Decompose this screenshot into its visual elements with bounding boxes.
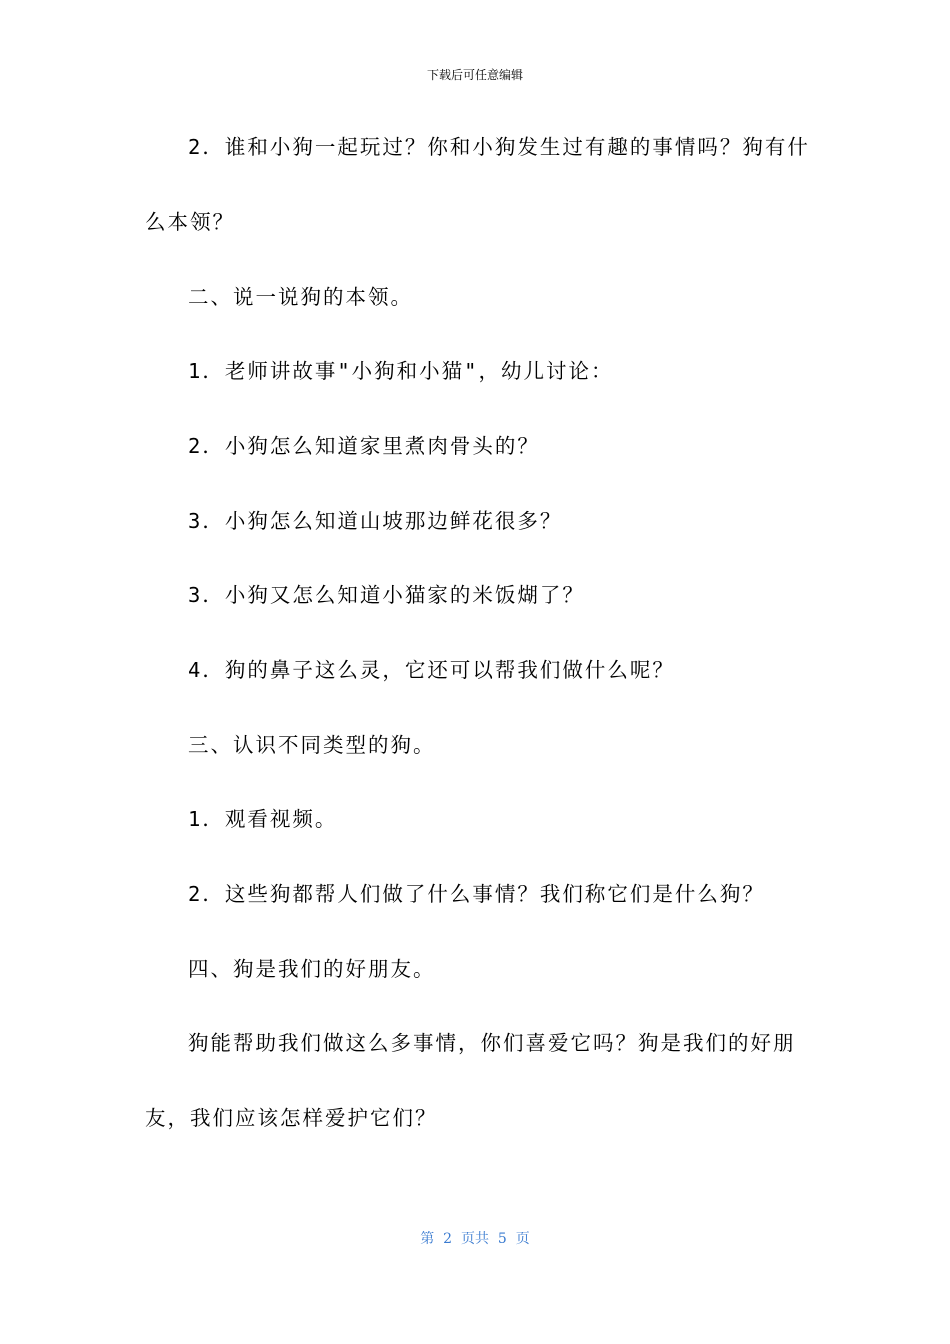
body-line: 3．小狗怎么知道山坡那边鲜花很多？ — [188, 509, 563, 533]
body-line: 3．小狗又怎么知道小猫家的米饭煳了？ — [188, 583, 585, 607]
section-heading: 二、说一说狗的本领。 — [188, 285, 413, 309]
body-line: 友，我们应该怎样爱护它们？ — [145, 1106, 438, 1130]
section-heading: 四、狗是我们的好朋友。 — [188, 957, 436, 981]
body-line: 1．观看视频。 — [188, 807, 338, 831]
body-line: 2．小狗怎么知道家里煮肉骨头的？ — [188, 434, 540, 458]
body-line: 2．这些狗都帮人们做了什么事情？我们称它们是什么狗？ — [188, 882, 765, 906]
body-line: 4．狗的鼻子这么灵，它还可以帮我们做什么呢？ — [188, 658, 675, 682]
page-header: 下载后可任意编辑 — [426, 68, 523, 82]
page-footer: 第 2 页共 5 页 — [420, 1231, 530, 1247]
body-line: 狗能帮助我们做这么多事情，你们喜爱它吗？狗是我们的好朋 — [188, 1031, 796, 1055]
body-line: 2．谁和小狗一起玩过？你和小狗发生过有趣的事情吗？狗有什 — [188, 135, 810, 159]
section-heading: 三、认识不同类型的狗。 — [188, 733, 436, 757]
body-line: 1．老师讲故事"小狗和小猫"，幼儿讨论： — [188, 359, 614, 383]
body-line: 么本领？ — [145, 210, 235, 234]
